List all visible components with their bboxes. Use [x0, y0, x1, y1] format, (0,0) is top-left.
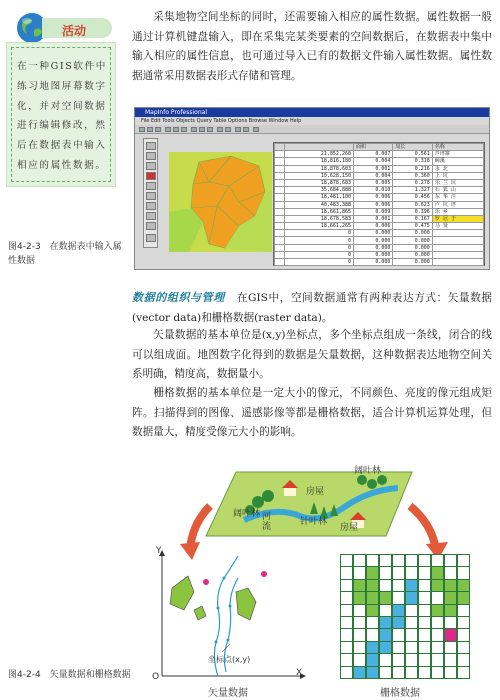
- table-header: [285, 144, 354, 151]
- paragraph-data-types: [132, 288, 492, 328]
- row-checkbox[interactable]: [275, 165, 285, 172]
- attribute-table[interactable]: [273, 142, 485, 266]
- table-row[interactable]: [275, 223, 484, 230]
- table-cell: 0.623: [393, 201, 432, 208]
- paragraph-lead: 在GIS中，空间数据通常有两种表达方式：矢量数据(vector data)和栅格数据(raster data)。: [132, 292, 493, 324]
- table-cell: 嶂溪: [432, 158, 483, 165]
- table-header: 名称: [432, 144, 483, 151]
- table-cell: 0: [285, 259, 354, 266]
- table-cell: [432, 259, 483, 266]
- label-house-1: 房屋: [306, 487, 325, 497]
- tool-palette: [143, 138, 158, 248]
- table-row[interactable]: [275, 158, 484, 165]
- table-cell: 0.006: [353, 201, 392, 208]
- raster-cell: [353, 666, 366, 680]
- figure-caption-1: 图4-2-3 在数据表中输入属性数据: [8, 242, 122, 266]
- table-cell: 0.561: [393, 151, 432, 158]
- paragraph-attributes: 采集地物空间坐标的同时，还需要输入相应的属性数据。属性数据一般通过计算机键盘输入，即在采集完某类要素的空间数据后，在数据表中集中输入相应的属性信息，也可通过导入已有的数据文件输入属性数据。属性数据通常采用数据表形式存储和管理。: [132, 11, 492, 82]
- table-cell: 0.006: [353, 223, 392, 230]
- raster-cell: [392, 666, 405, 680]
- raster-grid: [340, 554, 470, 678]
- table-cell: 18,661,265: [285, 223, 354, 230]
- row-checkbox[interactable]: [275, 172, 285, 179]
- label-broadleaf-top: 阔叶林: [354, 466, 382, 476]
- table-row[interactable]: [275, 230, 484, 237]
- table-cell: 18,878,683: [285, 165, 354, 172]
- table-cell: 0.004: [353, 172, 392, 179]
- row-checkbox[interactable]: [275, 201, 285, 208]
- table-cell: 卢 坑 坪: [432, 201, 483, 208]
- table-cell: 21,852,260: [285, 151, 354, 158]
- table-cell: 0.000: [353, 230, 392, 237]
- table-row[interactable]: [275, 172, 484, 179]
- toolbar: [135, 125, 489, 134]
- raster-cell: [366, 666, 379, 680]
- table-cell: 0.000: [353, 259, 392, 266]
- table-cell: 0.010: [353, 187, 392, 194]
- table-cell: 芦坪寨: [432, 151, 483, 158]
- row-checkbox[interactable]: [275, 179, 285, 186]
- coordinate-label: 坐标点(x,y): [208, 655, 251, 664]
- table-cell: 马 贤: [432, 223, 483, 230]
- table-cell: [432, 237, 483, 244]
- vector-label: 矢量数据: [208, 688, 248, 699]
- label-house-2: 房屋: [340, 523, 359, 533]
- raster-cell: [418, 666, 431, 680]
- menu-bar: File Edit Tools Objects Query Table Options Browse Window Help: [141, 118, 302, 124]
- table-row[interactable]: [275, 208, 484, 215]
- table-header: 周长: [393, 144, 432, 151]
- table-cell: 0.360: [393, 172, 432, 179]
- table-cell: 18,661,865: [285, 208, 354, 215]
- table-row[interactable]: [275, 237, 484, 244]
- map-view: [169, 152, 272, 252]
- table-cell: 40,483,388: [285, 201, 354, 208]
- activity-title: 活动: [62, 24, 87, 38]
- table-row[interactable]: [275, 165, 484, 172]
- table-cell: [432, 244, 483, 251]
- activity-box: [6, 42, 116, 187]
- table-cell: 0.000: [393, 230, 432, 237]
- table-cell: 0.216: [393, 165, 432, 172]
- paragraph-raster: 栅格数据的基本单位是一定大小的像元，不同颜色、亮度的像元组成矩阵。扫描得到的图像、遥感影像等都是栅格数据，适合计算机运算处理，但数据量大，精度受像元大小的影响。: [132, 387, 492, 439]
- table-row[interactable]: [275, 201, 484, 208]
- table-cell: 18,481,100: [285, 194, 354, 201]
- window-title: MapInfo Professional: [135, 108, 489, 117]
- table-row[interactable]: [275, 259, 484, 266]
- row-checkbox[interactable]: [275, 215, 285, 222]
- table-row[interactable]: [275, 187, 484, 194]
- software-screenshot: [134, 107, 490, 270]
- table-cell: 1.327: [393, 187, 432, 194]
- table-cell: 0.009: [353, 208, 392, 215]
- table-cell: 18,878,683: [285, 179, 354, 186]
- table-header: 面积: [353, 144, 392, 151]
- table-cell: 0.007: [353, 151, 392, 158]
- row-checkbox[interactable]: [275, 187, 285, 194]
- label-conifer: 针叶林: [300, 517, 328, 527]
- axis-x-label: X: [296, 668, 303, 678]
- table-row[interactable]: [275, 215, 484, 222]
- table-row[interactable]: [275, 194, 484, 201]
- table-cell: 0.004: [353, 158, 392, 165]
- table-cell: 0.005: [353, 179, 392, 186]
- table-cell: 0.475: [393, 223, 432, 230]
- table-cell: [432, 251, 483, 258]
- table-cell: 0.167: [393, 215, 432, 222]
- figure-caption-2: 图4-2-4 矢量数据和栅格数据: [8, 670, 131, 680]
- row-checkbox[interactable]: [275, 237, 285, 244]
- table-cell: 0.000: [393, 237, 432, 244]
- raster-cell: [379, 666, 392, 680]
- table-cell: 乐 乡: [432, 208, 483, 215]
- raster-cell: [457, 666, 470, 680]
- row-checkbox[interactable]: [275, 151, 285, 158]
- table-row[interactable]: [275, 251, 484, 258]
- table-cell: 0: [285, 251, 354, 258]
- row-checkbox[interactable]: [275, 194, 285, 201]
- table-cell: 罗 冠 于: [432, 215, 483, 222]
- raster-label: 栅格数据: [380, 688, 420, 699]
- table-cell: 乐 兰 坑: [432, 179, 483, 186]
- table-cell: 0.000: [353, 251, 392, 258]
- paragraph-vector: 矢量数据的基本单位是(x,y)坐标点，多个坐标点组成一条线，闭合的线可以组成面。地图数字化得到的数据是矢量数据，这种数据表达地物空间关系明确，精度高，数据量小。: [132, 329, 492, 381]
- table-cell: 0.396: [393, 208, 432, 215]
- section-title: 数据的组织与管理: [132, 291, 225, 304]
- label-broadleaf-left: 阔叶林: [233, 509, 261, 519]
- table-cell: 永 北: [432, 165, 483, 172]
- table-cell: 0.000: [353, 237, 392, 244]
- table-cell: 0.000: [353, 244, 392, 251]
- table-cell: 东 华 洼: [432, 194, 483, 201]
- table-cell: 0.000: [393, 244, 432, 251]
- raster-cell: [405, 666, 418, 680]
- table-cell: 0: [285, 230, 354, 237]
- raster-cell: [431, 666, 444, 680]
- row-checkbox[interactable]: [275, 244, 285, 251]
- axis-y-label: Y: [156, 546, 162, 556]
- table-cell: 0.001: [353, 165, 392, 172]
- table-cell: 石 狐 山: [432, 187, 483, 194]
- table-cell: 0.318: [393, 158, 432, 165]
- table-cell: 0.278: [393, 179, 432, 186]
- table-cell: 0.000: [393, 259, 432, 266]
- table-cell: 0.006: [353, 194, 392, 201]
- row-checkbox[interactable]: [275, 230, 285, 237]
- row-checkbox[interactable]: [275, 251, 285, 258]
- row-checkbox[interactable]: [275, 259, 285, 266]
- table-row[interactable]: [275, 179, 484, 186]
- raster-cell: [444, 666, 457, 680]
- table-header: [275, 144, 285, 151]
- activity-text: 在一种GIS软件中练习地图屏幕数字化，并对空间数据进行编辑修改，然后在数据表中输入相应的属性数据。: [17, 61, 107, 171]
- table-cell: 上 坑: [432, 172, 483, 179]
- table-row[interactable]: [275, 244, 484, 251]
- table-cell: 0: [285, 244, 354, 251]
- table-cell: 0.001: [353, 215, 392, 222]
- label-river: 河流: [262, 512, 272, 532]
- table-cell: 0.456: [393, 194, 432, 201]
- table-cell: 18,678,583: [285, 215, 354, 222]
- origin-label: O: [152, 672, 160, 682]
- table-cell: 35,684,888: [285, 187, 354, 194]
- table-cell: 0: [285, 237, 354, 244]
- table-row[interactable]: [275, 151, 484, 158]
- raster-cell: [340, 666, 353, 680]
- table-cell: 18,816,180: [285, 158, 354, 165]
- row-checkbox[interactable]: [275, 208, 285, 215]
- table-cell: 0.000: [393, 251, 432, 258]
- table-cell: [432, 230, 483, 237]
- row-checkbox[interactable]: [275, 223, 285, 230]
- row-checkbox[interactable]: [275, 158, 285, 165]
- table-cell: 10,628,150: [285, 172, 354, 179]
